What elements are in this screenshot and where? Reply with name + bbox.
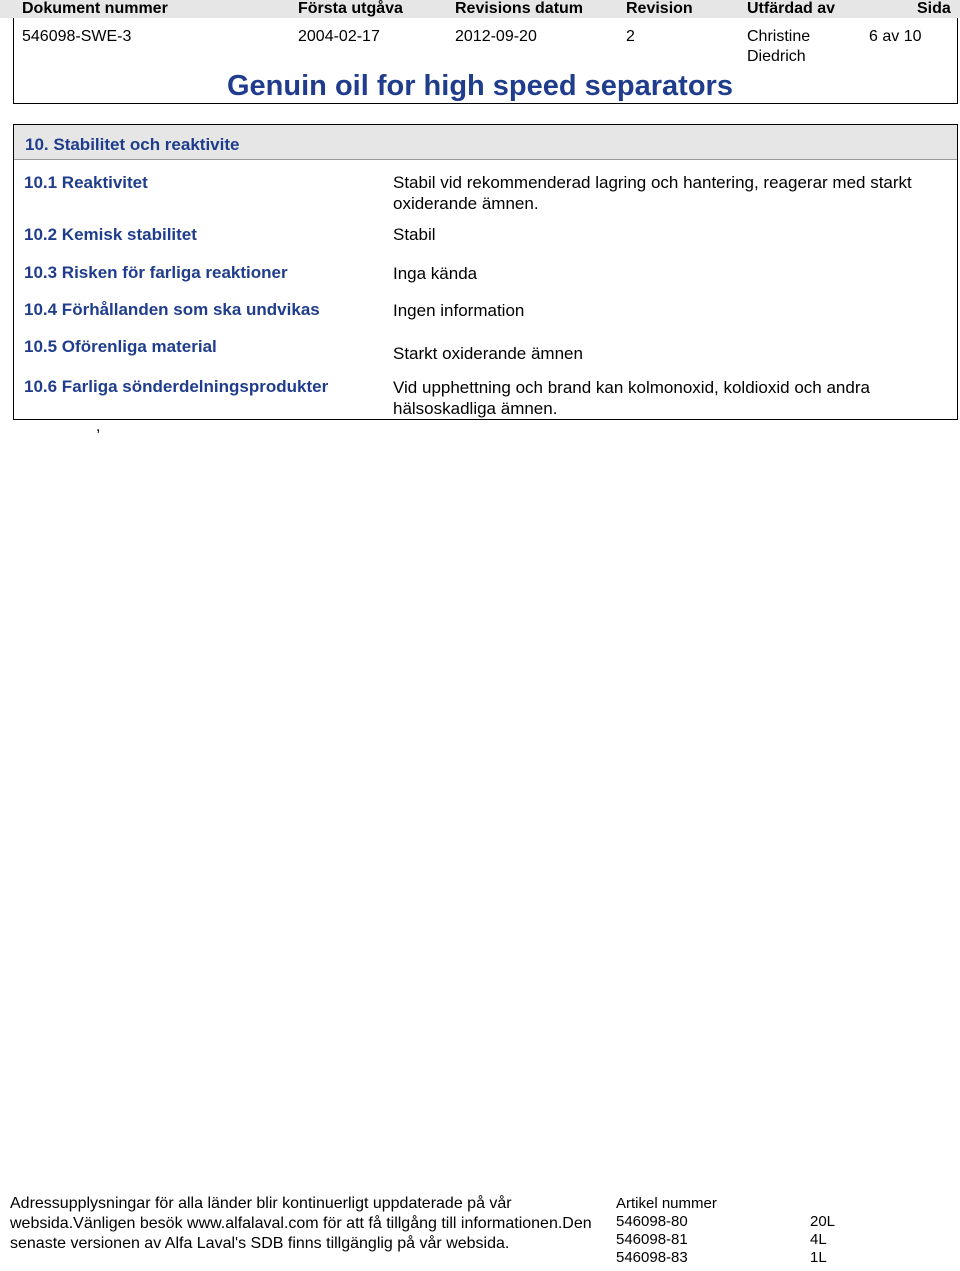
row-label-hazardous-reactions: 10.3 Risken för farliga reaktioner [24,263,288,282]
header-label-issued-by: Utfärdad av [747,0,836,17]
row-value-conditions-to-avoid: Ingen information [393,301,525,320]
row-label-incompatible-materials: 10.5 Oförenliga material [24,337,217,356]
footer-address-note: Adressupplysningar för alla länder blir kontinuerligt uppdaterade på vår websida.Vänligen besök www.alfalaval.com för att få tillgång till informationen.Den senaste versionen av Alfa Laval's SDB finns tillgänglig på vår websida. [10,1195,592,1252]
row-label-reactivity: 10.1 Reaktivitet [24,173,148,192]
row-value-incompatible-materials: Starkt oxiderande ämnen [393,344,583,363]
header-value-issued-by-line1: Christine [747,28,811,45]
header-value-doc-number: 546098-SWE-3 [22,28,132,45]
header-labels-row [0,0,960,18]
article-size: 1L [810,1249,827,1266]
footer-article-sizes [810,1213,835,1267]
header-value-revision-date: 2012-09-20 [455,28,537,45]
section-header [14,125,957,160]
row-label-conditions-to-avoid: 10.4 Förhållanden som ska undvikas [24,300,320,319]
header-value-page: 6 av 10 [869,28,922,45]
document-title: Genuin oil for high speed separators [227,70,733,102]
header-value-issued-by-line2: Diedrich [747,48,806,65]
article-size: 4L [810,1231,827,1248]
row-value-chemical-stability: Stabil [393,225,436,244]
article-number: 546098-80 [616,1213,688,1230]
footer-article-numbers [616,1213,688,1267]
section-title: 10. Stabilitet och reaktivite [25,135,240,154]
footer-article-header: Artikel nummer [616,1195,717,1212]
row-value-decomposition-products: Vid upphettning och brand kan kolmonoxid, koldioxid och andra hälsoskadliga ämnen. [393,378,870,418]
row-label-decomposition-products: 10.6 Farliga sönderdelningsprodukter [24,377,329,396]
article-size: 20L [810,1213,836,1230]
article-number: 546098-81 [616,1231,688,1248]
row-label-chemical-stability: 10.2 Kemisk stabilitet [24,225,197,244]
header-value-revision: 2 [626,28,635,45]
header-label-revision-date: Revisions datum [455,0,584,17]
header-label-doc-number: Dokument nummer [22,0,168,17]
document-header [0,0,960,104]
row-value-hazardous-reactions: Inga kända [393,264,478,283]
header-label-page: Sida [917,0,951,17]
article-number: 546098-83 [616,1249,688,1266]
header-label-revision: Revision [626,0,693,17]
header-label-first-edition: Första utgåva [298,0,403,17]
row-value-reactivity: Stabil vid rekommenderad lagring och hantering, reagerar med starkt oxiderande ämnen. [393,173,912,213]
section-stability-reactivity [13,124,958,420]
stray-mark: , [96,418,101,435]
header-value-first-edition: 2004-02-17 [298,28,380,45]
